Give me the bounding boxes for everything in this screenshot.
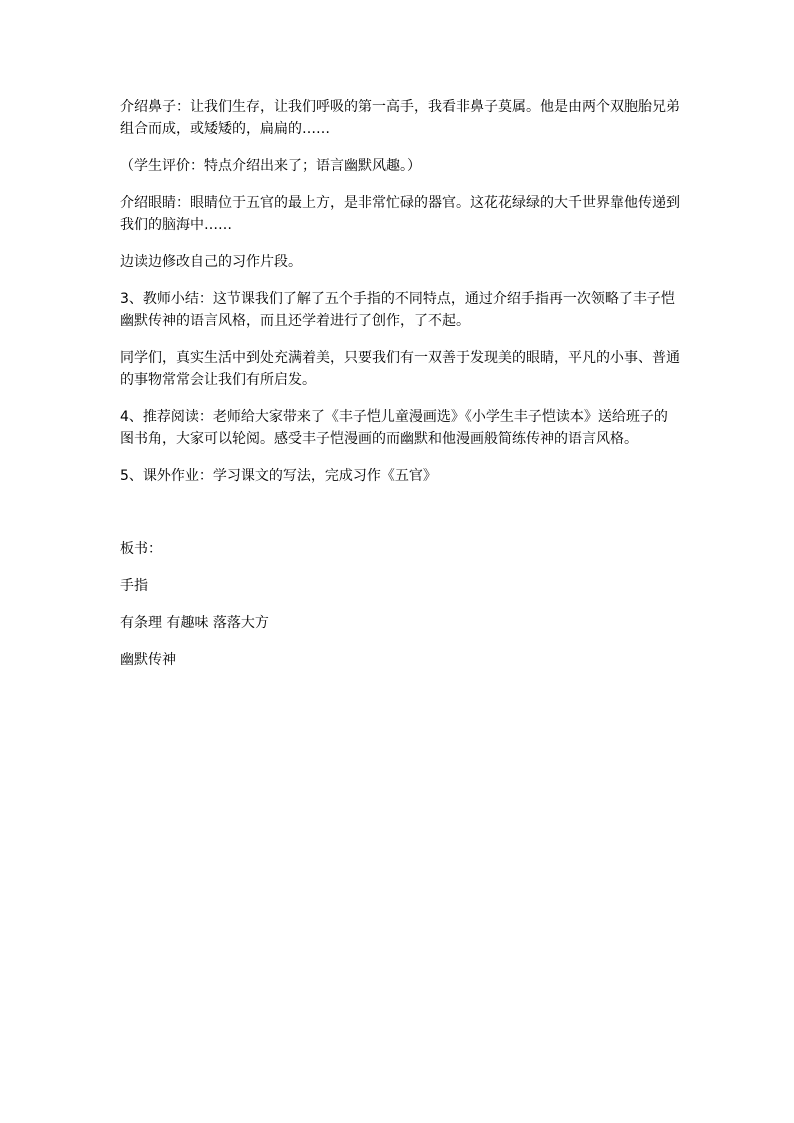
paragraph-nose-intro: 介绍鼻子：让我们生存，让我们呼吸的第一高手，我看非鼻子莫属。他是由两个双胞胎兄弟组合而成，或矮矮的，扁扁的…… <box>120 99 680 137</box>
board-line-fingers: 手指 <box>120 578 148 594</box>
board-line-traits: 有条理 有趣味 落落大方 <box>120 615 269 631</box>
board-label: 板书： <box>120 541 162 557</box>
paragraph-eye-intro: 介绍眼睛：眼睛位于五官的最上方，是非常忙碌的器官。这花花绿绿的大千世界靠他传递到我们的脑海中…… <box>120 195 680 233</box>
paragraph-homework: 5、课外作业：学习课文的写法，完成习作《五官》 <box>120 468 437 484</box>
board-line-humor: 幽默传神 <box>120 652 176 668</box>
document-page <box>120 96 680 686</box>
paragraph-teacher-summary: 3、教师小结：这节课我们了解了五个手指的不同特点，通过介绍手指再一次领略了丰子恺幽默传神的语言风格，而且还学着进行了创作，了不起。 <box>120 291 675 329</box>
paragraph-recommended-reading: 4、推荐阅读：老师给大家带来了《丰子恺儿童漫画选》《小学生丰子恺读本》送给班子的图书角，大家可以轮阅。感受丰子恺漫画的而幽默和他漫画般简练传神的语言风格。 <box>120 409 668 447</box>
paragraph-classmates: 同学们，真实生活中到处充满着美，只要我们有一双善于发现美的眼睛，平凡的小事、普通的事物常常会让我们有所启发。 <box>120 350 680 388</box>
paragraph-revise: 边读边修改自己的习作片段。 <box>120 254 302 270</box>
paragraph-student-evaluation: （学生评价：特点介绍出来了；语言幽默风趣。） <box>120 158 421 174</box>
blank-gap <box>120 502 680 538</box>
